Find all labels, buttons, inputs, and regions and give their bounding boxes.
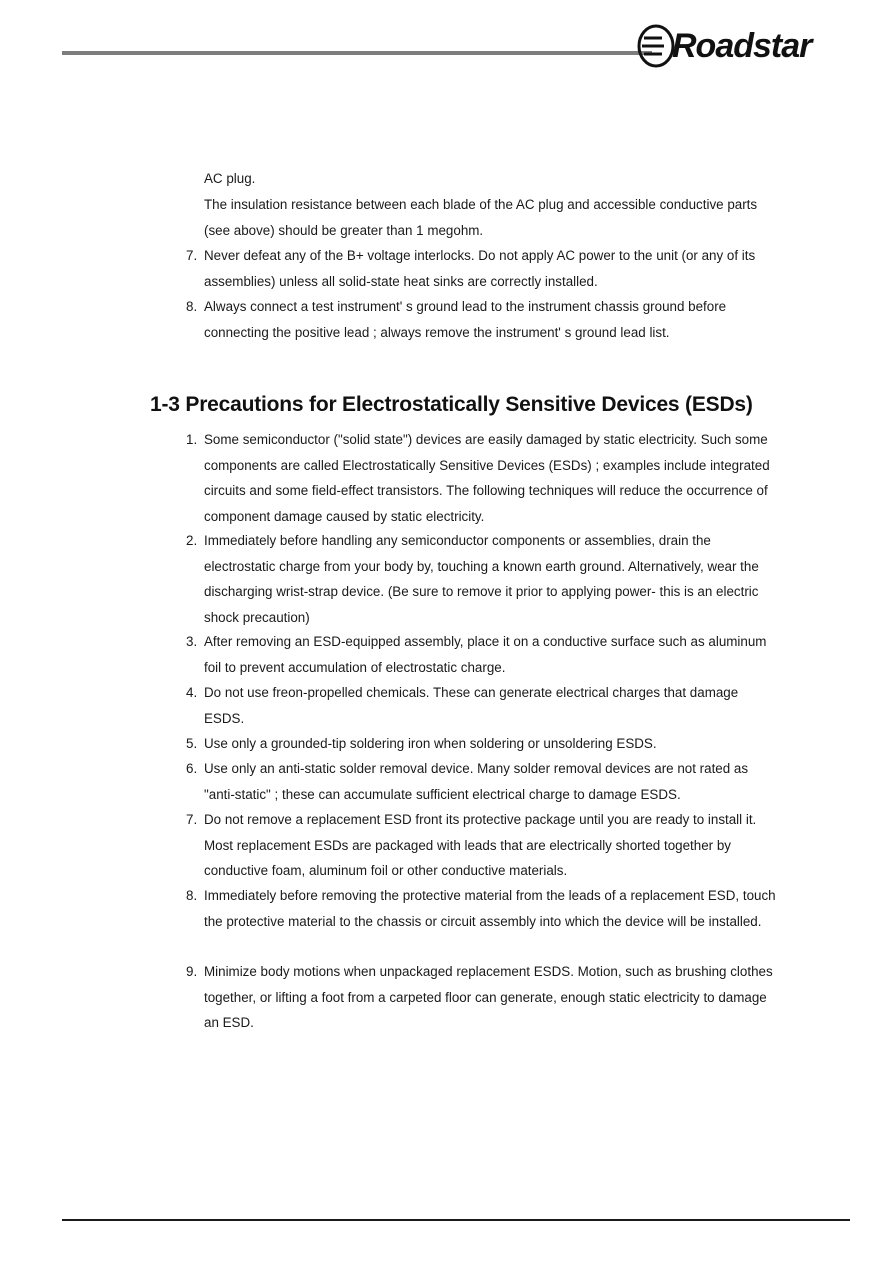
item-text: Never defeat any of the B+ voltage interlocks. Do not apply AC power to the unit (or any of its assemblies) unless all solid-state heat sinks are correctly installed. <box>204 248 756 289</box>
esd-list-item <box>186 807 776 884</box>
item-text: Do not use freon-propelled chemicals. These can generate electrical charges that damage ESDS. <box>204 685 739 726</box>
esd-list-item <box>186 883 776 934</box>
item-text: Immediately before removing the protective material from the leads of a replacement ESD, touch the protective material to the chassis or circuit assembly into which the device will be installed. <box>204 888 776 929</box>
logo-text: Roadstar <box>672 26 812 65</box>
item-text: Minimize body motions when unpackaged replacement ESDS. Motion, such as brushing clothes together, or lifting a foot from a carpeted floor can generate, enough static electricity to damage an ESD. <box>204 964 773 1031</box>
item-number: 8. <box>186 888 198 903</box>
esd-list-item <box>186 756 776 807</box>
item-text: Immediately before handling any semiconductor components or assemblies, drain the electrostatic charge from your body by, touching a known earth ground. Alternatively, wear the discharging wrist-strap device. (Be sure to remove it prior to applying power- this is an electric shock precaution) <box>204 533 759 625</box>
item-number: 3. <box>186 634 198 649</box>
item-text: Use only an anti-static solder removal device. Many solder removal devices are not rated as "anti-static" ; these can accumulate sufficient electrical charge to damage ESDS. <box>204 761 749 802</box>
section-title: 1-3 Precautions for Electrostatically Sensitive Devices (ESDs) <box>150 393 753 416</box>
intro-list-item <box>186 294 776 345</box>
item-number: 4. <box>186 685 198 700</box>
item-number: 9. <box>186 964 198 979</box>
header-rule <box>62 51 652 55</box>
item-number: 1. <box>186 432 198 447</box>
item-number: 7. <box>186 248 198 263</box>
item-text: Use only a grounded-tip soldering iron when soldering or unsoldering ESDS. <box>204 736 657 751</box>
item-text: Some semiconductor ("solid state") devices are easily damaged by static electricity. Such some components are called Electrostatically Sensitive Devices (ESDs) ; examples include integrated circuits and some field-effect transistors. The following techniques will reduce the occurrence of component damage caused by static electricity. <box>204 432 770 524</box>
item-text: Always connect a test instrument' s ground lead to the instrument chassis ground before connecting the positive lead ; always remove the instrument' s ground lead list. <box>204 299 727 340</box>
esd-list-item <box>186 731 776 757</box>
footer-rule <box>62 1219 850 1221</box>
item-number: 2. <box>186 533 198 548</box>
item-number: 5. <box>186 736 198 751</box>
item-number: 7. <box>186 812 198 827</box>
intro-continuation-paragraph: The insulation resistance between each blade of the AC plug and accessible conductive parts (see above) should be greater than 1 megohm. <box>204 197 758 238</box>
esd-list-item <box>186 629 776 680</box>
intro-list-item <box>186 243 776 294</box>
item-number: 8. <box>186 299 198 314</box>
intro-continuation-line: AC plug. <box>204 171 256 186</box>
brand-logo <box>636 20 856 72</box>
esd-list-item <box>186 528 776 630</box>
esd-list-item <box>186 959 776 1036</box>
roadstar-logo-mark-icon <box>636 23 676 69</box>
item-text: Do not remove a replacement ESD front its protective package until you are ready to install it. Most replacement ESDs are packaged with leads that are electrically shorted together by conductive foam, aluminum foil or other conductive materials. <box>204 812 757 879</box>
esd-list-item <box>186 427 776 529</box>
item-text: After removing an ESD-equipped assembly, place it on a conductive surface such as aluminum foil to prevent accumulation of electrostatic charge. <box>204 634 767 675</box>
esd-list-item <box>186 680 776 731</box>
item-number: 6. <box>186 761 198 776</box>
